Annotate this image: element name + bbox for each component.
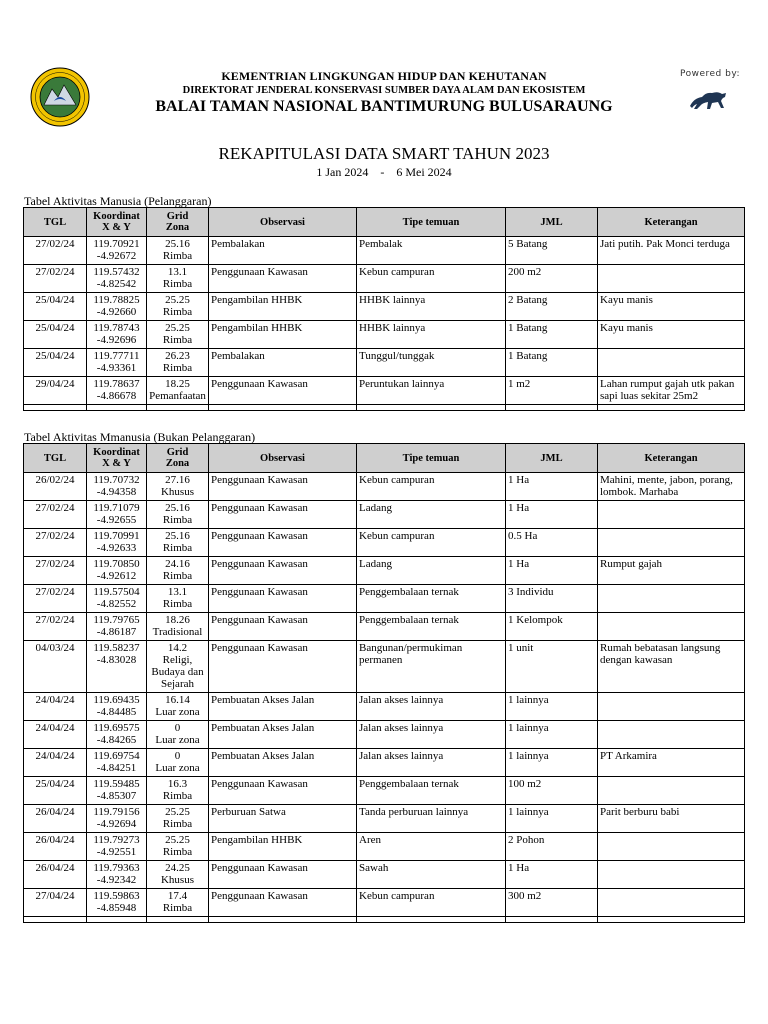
- cell-grid: 24.16: [165, 558, 190, 570]
- cell-jml: 1 lainnya: [508, 750, 549, 762]
- powered-by-label: Powered by:: [680, 69, 741, 79]
- cell-y: -4.83028: [96, 654, 137, 666]
- cell-y: -4.84251: [96, 762, 137, 774]
- cell-tipe: Jalan akses lainnya: [359, 750, 444, 762]
- cell-zona: Rimba: [162, 846, 193, 858]
- cell-tipe: Aren: [359, 834, 381, 846]
- cell-observasi: Penggunaan Kawasan: [211, 558, 308, 570]
- table-row: [24, 237, 745, 265]
- cell-tgl: 25/04/24: [35, 322, 75, 334]
- table-row: [24, 293, 745, 321]
- col-header-observasi: Observasi: [209, 208, 357, 237]
- cell-observasi: Penggunaan Kawasan: [211, 862, 308, 874]
- cell-keterangan: Rumput gajah: [600, 558, 663, 570]
- cell-jml: 300 m2: [508, 890, 542, 902]
- non-violations-table: [23, 443, 745, 923]
- cell-observasi: Penggunaan Kawasan: [211, 502, 308, 514]
- cell-jml: 1 Ha: [508, 862, 530, 874]
- cell-tipe: Jalan akses lainnya: [359, 694, 444, 706]
- cell-tipe: Penggembalaan ternak: [359, 614, 459, 626]
- table-end-row: [24, 405, 745, 411]
- cell-x: 119.69435: [93, 694, 140, 706]
- cell-y: -4.85948: [96, 902, 137, 914]
- cell-tipe: Kebun campuran: [359, 890, 435, 902]
- cell-jml: 0.5 Ha: [508, 530, 538, 542]
- cell-observasi: Pembuatan Akses Jalan: [211, 694, 315, 706]
- cell-observasi: Penggunaan Kawasan: [211, 266, 308, 278]
- table-row: [24, 721, 745, 749]
- cell-y: -4.92694: [96, 818, 137, 830]
- cell-x: 119.58237: [93, 642, 140, 654]
- cell-zona: Rimba: [162, 306, 193, 318]
- cell-x: 119.57432: [93, 266, 140, 278]
- directorate-heading: DIREKTORAT JENDERAL KONSERVASI SUMBER DAYA ALAM DAN EKOSISTEM: [182, 85, 586, 96]
- cell-jml: 3 Individu: [508, 586, 554, 598]
- cell-grid: 18.25: [165, 378, 190, 390]
- col-header-koordinat: Koordinat X & Y: [87, 208, 147, 237]
- table-row: [24, 749, 745, 777]
- cell-grid: 25.25: [165, 294, 190, 306]
- cell-tgl: 24/04/24: [35, 694, 75, 706]
- cell-grid: 16.14: [165, 694, 190, 706]
- table1-caption: Tabel Aktivitas Manusia (Pelanggaran): [24, 194, 212, 208]
- cell-zona: Rimba: [162, 818, 193, 830]
- cell-jml: 2 Pohon: [508, 834, 545, 846]
- cell-zona: Rimba: [162, 514, 193, 526]
- ministry-heading: KEMENTRIAN LINGKUNGAN HIDUP DAN KEHUTANAN: [221, 69, 547, 83]
- cell-tipe: Ladang: [359, 502, 392, 514]
- date-start: 1 Jan 2024: [316, 165, 369, 179]
- table-row: [24, 265, 745, 293]
- cell-observasi: Penggunaan Kawasan: [211, 642, 308, 654]
- cell-grid: 0: [174, 750, 181, 762]
- table-row: [24, 833, 745, 861]
- cell-jml: 2 Batang: [508, 294, 548, 306]
- cell-x: 119.59485: [93, 778, 140, 790]
- cell-observasi: Penggunaan Kawasan: [211, 530, 308, 542]
- cell-zona: Rimba: [162, 570, 193, 582]
- table-row: [24, 641, 745, 693]
- cell-tgl: 27/02/24: [35, 586, 75, 598]
- cell-observasi: Pengambilan HHBK: [211, 834, 303, 846]
- cell-grid: 13.1: [167, 266, 188, 278]
- cell-jml: 1 Ha: [508, 558, 530, 570]
- table-row: [24, 501, 745, 529]
- table-row: [24, 349, 745, 377]
- cell-jml: 1 lainnya: [508, 722, 549, 734]
- date-end: 6 Mei 2024: [396, 165, 452, 179]
- cell-zona: Rimba: [162, 542, 193, 554]
- cell-zona: Rimba: [162, 250, 193, 262]
- cell-x: 119.78825: [93, 294, 140, 306]
- col-header-grid: Grid Zona: [147, 208, 209, 237]
- col-header-jml: JML: [506, 208, 598, 237]
- cell-tipe: Tanda perburuan lainnya: [359, 806, 469, 818]
- cell-tgl: 29/04/24: [35, 378, 75, 390]
- cell-tgl: 27/02/24: [35, 558, 75, 570]
- cell-grid: 27.16: [165, 474, 190, 486]
- cell-tgl: 27/04/24: [35, 890, 75, 902]
- cell-keterangan: Kayu manis: [600, 294, 653, 306]
- col-header-koordinat: Koordinat X & Y: [87, 444, 147, 473]
- cell-tipe: Bangunan/permukiman permanen: [359, 642, 463, 666]
- cell-tgl: 25/04/24: [35, 350, 75, 362]
- cell-tipe: Ladang: [359, 558, 392, 570]
- cell-tgl: 27/02/24: [35, 530, 75, 542]
- cell-keterangan: Parit berburu babi: [600, 806, 680, 818]
- cell-y: -4.92551: [96, 846, 137, 858]
- cell-observasi: Penggunaan Kawasan: [211, 378, 308, 390]
- cell-x: 119.78637: [93, 378, 140, 390]
- cell-jml: 1 m2: [508, 378, 531, 390]
- cell-grid: 18.26: [165, 614, 190, 626]
- cell-observasi: Penggunaan Kawasan: [211, 890, 308, 902]
- cell-y: -4.92655: [96, 514, 137, 526]
- cell-zona: Rimba: [162, 902, 193, 914]
- cell-y: -4.92612: [96, 570, 137, 582]
- cell-zona: Rimba: [162, 790, 193, 802]
- cell-zona: Rimba: [162, 362, 193, 374]
- col-header-keterangan: Keterangan: [598, 444, 745, 473]
- cell-x: 119.79273: [93, 834, 140, 846]
- cell-y: -4.92696: [96, 334, 137, 346]
- cell-tipe: Kebun campuran: [359, 266, 435, 278]
- cell-tipe: Kebun campuran: [359, 530, 435, 542]
- cell-y: -4.92633: [96, 542, 137, 554]
- cell-x: 119.57504: [93, 586, 140, 598]
- cell-y: -4.94358: [96, 486, 137, 498]
- cell-tipe: Tunggul/tunggak: [359, 350, 435, 362]
- cell-x: 119.70732: [93, 474, 140, 486]
- smart-panther-logo: [688, 84, 730, 112]
- cell-y: -4.92672: [96, 250, 137, 262]
- cell-jml: 1 Kelompok: [508, 614, 563, 626]
- cell-tipe: Penggembalaan ternak: [359, 778, 459, 790]
- cell-observasi: Pembalakan: [211, 350, 265, 362]
- cell-zona: Luar zona: [155, 734, 200, 746]
- table2-caption: Tabel Aktivitas Mmanusia (Bukan Pelanggaran): [24, 430, 256, 444]
- cell-tipe: Penggembalaan ternak: [359, 586, 459, 598]
- cell-y: -4.92660: [96, 306, 137, 318]
- cell-grid: 25.16: [165, 502, 190, 514]
- cell-zona: Rimba: [162, 598, 193, 610]
- cell-y: -4.93361: [96, 362, 137, 374]
- cell-tgl: 27/02/24: [35, 502, 75, 514]
- cell-tipe: Pembalak: [359, 238, 403, 250]
- cell-keterangan: Lahan rumput gajah utk pakan sapi luas sekitar 25m2: [600, 378, 735, 402]
- cell-observasi: Pembuatan Akses Jalan: [211, 722, 315, 734]
- table-row: [24, 777, 745, 805]
- cell-keterangan: Rumah bebatasan langsung dengan kawasan: [600, 642, 721, 666]
- cell-tgl: 26/04/24: [35, 806, 75, 818]
- cell-grid: 25.16: [165, 530, 190, 542]
- cell-zona: Rimba: [162, 334, 193, 346]
- cell-grid: 25.16: [165, 238, 190, 250]
- cell-observasi: Penggunaan Kawasan: [211, 474, 308, 486]
- cell-zona: Khusus: [160, 874, 194, 886]
- col-header-observasi: Observasi: [209, 444, 357, 473]
- cell-observasi: Pembuatan Akses Jalan: [211, 750, 315, 762]
- cell-jml: 1 Batang: [508, 350, 548, 362]
- date-separator: -: [380, 165, 385, 179]
- cell-tipe: Peruntukan lainnya: [359, 378, 445, 390]
- cell-observasi: Perburuan Satwa: [211, 806, 286, 818]
- cell-observasi: Pembalakan: [211, 238, 265, 250]
- cell-y: -4.84485: [96, 706, 137, 718]
- table-row: [24, 889, 745, 917]
- cell-grid: 25.25: [165, 806, 190, 818]
- cell-keterangan: PT Arkamira: [600, 750, 657, 762]
- cell-tipe: Jalan akses lainnya: [359, 722, 444, 734]
- cell-zona: Luar zona: [155, 706, 200, 718]
- cell-jml: 1 lainnya: [508, 694, 549, 706]
- table-row: [24, 557, 745, 585]
- table-row: [24, 613, 745, 641]
- cell-grid: 25.25: [165, 322, 190, 334]
- cell-y: -4.92342: [96, 874, 137, 886]
- cell-grid: 13.1: [167, 586, 188, 598]
- cell-x: 119.69754: [93, 750, 140, 762]
- col-header-tgl: TGL: [24, 208, 87, 237]
- cell-x: 119.69575: [93, 722, 140, 734]
- col-header-tgl: TGL: [24, 444, 87, 473]
- table-end-row: [24, 917, 745, 923]
- cell-tgl: 25/04/24: [35, 778, 75, 790]
- cell-tgl: 24/04/24: [35, 750, 75, 762]
- cell-y: -4.82542: [96, 278, 137, 290]
- cell-x: 119.79363: [93, 862, 140, 874]
- cell-zona: Tradisional: [152, 626, 203, 638]
- table-row: [24, 377, 745, 405]
- cell-keterangan: Jati putih. Pak Monci terduga: [600, 238, 730, 250]
- cell-jml: 1 unit: [508, 642, 534, 654]
- table-row: [24, 585, 745, 613]
- table-row: [24, 693, 745, 721]
- cell-y: -4.85307: [96, 790, 137, 802]
- cell-grid: 17.4: [167, 890, 188, 902]
- cell-zona: Pemanfaatan: [149, 390, 206, 402]
- report-title: REKAPITULASI DATA SMART TAHUN 2023: [218, 144, 550, 163]
- office-heading: BALAI TAMAN NASIONAL BANTIMURUNG BULUSARAUNG: [155, 98, 613, 115]
- cell-keterangan: Kayu manis: [600, 322, 653, 334]
- cell-tipe: Sawah: [359, 862, 389, 874]
- cell-grid: 16.3: [167, 778, 188, 790]
- cell-jml: 100 m2: [508, 778, 542, 790]
- table-row: [24, 321, 745, 349]
- cell-tgl: 25/04/24: [35, 294, 75, 306]
- table-row: [24, 473, 745, 501]
- col-header-jml: JML: [506, 444, 598, 473]
- cell-tgl: 27/02/24: [35, 238, 75, 250]
- cell-x: 119.77711: [93, 350, 140, 362]
- cell-tgl: 26/04/24: [35, 834, 75, 846]
- cell-x: 119.79765: [93, 614, 140, 626]
- cell-tgl: 04/03/24: [35, 642, 75, 654]
- cell-jml: 5 Batang: [508, 238, 548, 250]
- cell-observasi: Penggunaan Kawasan: [211, 586, 308, 598]
- col-header-grid: Grid Zona: [147, 444, 209, 473]
- col-header-keterangan: Keterangan: [598, 208, 745, 237]
- cell-zona: Khusus: [160, 486, 194, 498]
- cell-jml: 1 Ha: [508, 502, 530, 514]
- report-date-range: [0, 165, 768, 180]
- cell-y: -4.86678: [96, 390, 137, 402]
- violations-table: [23, 207, 745, 411]
- cell-observasi: Pengambilan HHBK: [211, 294, 303, 306]
- cell-x: 119.70921: [93, 238, 140, 250]
- cell-zona: Rimba: [162, 278, 193, 290]
- col-header-tipe: Tipe temuan: [357, 208, 506, 237]
- cell-jml: 1 lainnya: [508, 806, 549, 818]
- col-header-tipe: Tipe temuan: [357, 444, 506, 473]
- cell-observasi: Penggunaan Kawasan: [211, 778, 308, 790]
- cell-grid: 14.2: [167, 642, 188, 654]
- cell-tipe: HHBK lainnya: [359, 322, 426, 334]
- cell-x: 119.71079: [93, 502, 140, 514]
- cell-x: 119.59863: [93, 890, 140, 902]
- cell-jml: 1 Ha: [508, 474, 530, 486]
- cell-tgl: 26/04/24: [35, 862, 75, 874]
- cell-observasi: Penggunaan Kawasan: [211, 614, 308, 626]
- cell-x: 119.70991: [93, 530, 140, 542]
- cell-jml: 1 Batang: [508, 322, 548, 334]
- cell-grid: 24.25: [165, 862, 190, 874]
- cell-tgl: 26/02/24: [35, 474, 75, 486]
- cell-tipe: HHBK lainnya: [359, 294, 426, 306]
- cell-x: 119.70850: [93, 558, 140, 570]
- cell-grid: 0: [174, 722, 181, 734]
- table-row: [24, 805, 745, 833]
- cell-y: -4.84265: [96, 734, 137, 746]
- cell-tgl: 27/02/24: [35, 266, 75, 278]
- cell-y: -4.82552: [96, 598, 137, 610]
- table-row: [24, 529, 745, 557]
- cell-x: 119.79156: [93, 806, 140, 818]
- cell-x: 119.78743: [93, 322, 140, 334]
- cell-zona: Luar zona: [155, 762, 200, 774]
- cell-zona: Religi, Budaya dan Sejarah: [151, 654, 204, 690]
- cell-jml: 200 m2: [508, 266, 542, 278]
- cell-y: -4.86187: [96, 626, 137, 638]
- cell-tgl: 27/02/24: [35, 614, 75, 626]
- cell-keterangan: Mahini, mente, jabon, porang, lombok. Marhaba: [600, 474, 733, 498]
- cell-observasi: Pengambilan HHBK: [211, 322, 303, 334]
- table-row: [24, 861, 745, 889]
- cell-grid: 26.23: [165, 350, 190, 362]
- cell-grid: 25.25: [165, 834, 190, 846]
- cell-tgl: 24/04/24: [35, 722, 75, 734]
- cell-tipe: Kebun campuran: [359, 474, 435, 486]
